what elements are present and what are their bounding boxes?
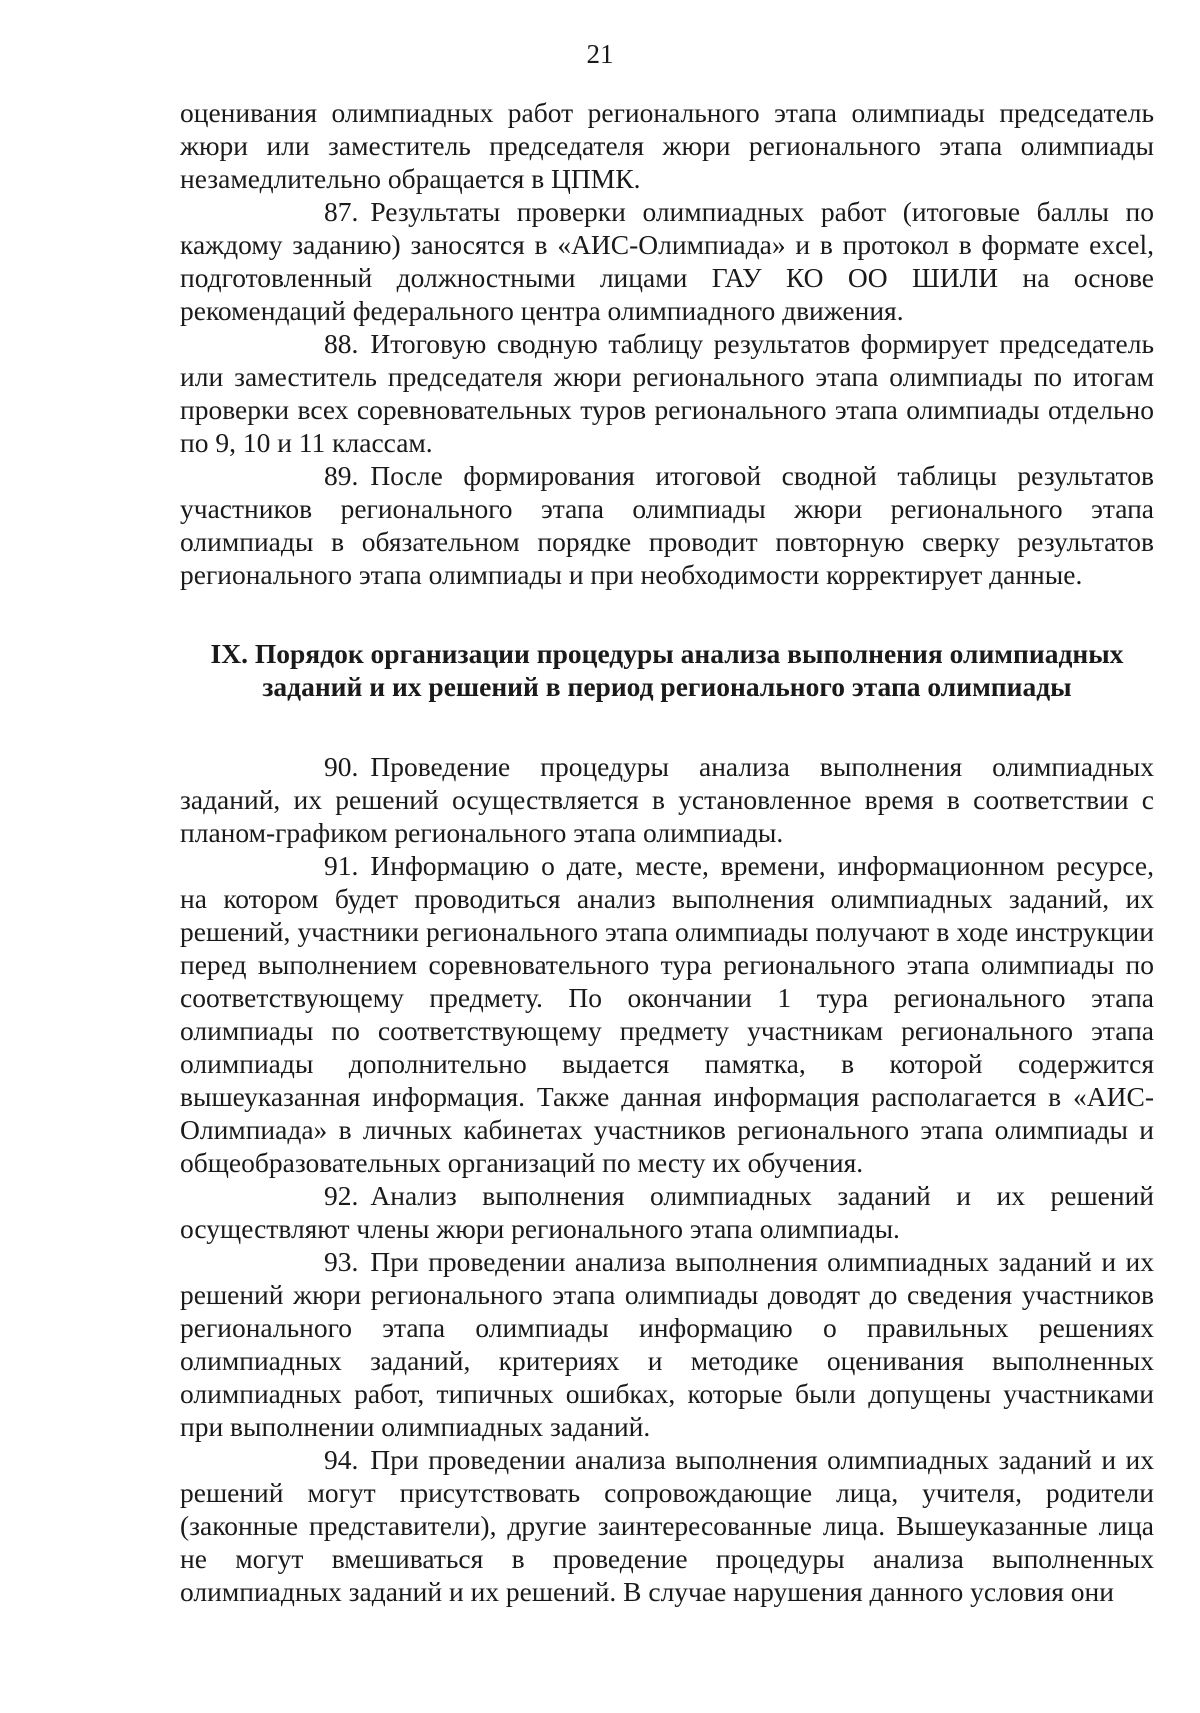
paragraph-89 (180, 459, 1154, 591)
paragraph-continuation (180, 96, 1154, 195)
paragraphs-after-section (180, 750, 1154, 1608)
paragraph-87 (180, 195, 1154, 327)
paragraph-text: Проведение процедуры анализа выполнения олимпиадных заданий, их решений осуществляется в установленное время в соответствии с планом-графиком регионального этапа олимпиады. (180, 751, 1154, 848)
paragraph-text: Итоговую сводную таблицу результатов формирует председатель или заместитель председателя жюри регионального этапа олимпиады по итогам проверки всех соревновательных туров регионального этапа олимпиады отдельно по 9, 10 и 11 классам. (180, 328, 1154, 458)
paragraph-92 (180, 1179, 1154, 1245)
document-body (180, 96, 1154, 1608)
paragraph-text: оценивания олимпиадных работ регионального этапа олимпиады председатель жюри или заместитель председателя жюри регионального этапа олимпиады незамедлительно обращается в ЦПМК. (180, 97, 1154, 194)
paragraph-text: При проведении анализа выполнения олимпиадных заданий и их решений жюри регионального этапа олимпиады доводят до сведения участников регионального этапа олимпиады информацию о правильных решениях олимпиадных заданий, критериях и методике оценивания выполненных олимпиадных работ, типичных ошибках, которые были допущены участниками при выполнении олимпиадных заданий. (180, 1246, 1154, 1442)
paragraph-number: 90. (324, 751, 359, 782)
section-heading-line-2: заданий и их решений в период регионального этапа олимпиады (262, 671, 1072, 702)
paragraph-90 (180, 750, 1154, 849)
paragraph-text: Информацию о дате, месте, времени, информационном ресурсе, на котором будет проводиться анализ выполнения олимпиадных заданий, их решений, участники регионального этапа олимпиады получают в ходе инструкции перед выполнением соревновательного тура регионального этапа олимпиады по соответствующему предмету. По окончании 1 тура регионального этапа олимпиады по соответствующему предмету участникам регионального этапа олимпиады дополнительно выдается памятка, в которой содержится вышеуказанная информация. Также данная информация располагается в «АИС-Олимпиада» в личных кабинетах участников регионального этапа олимпиады и общеобразовательных организаций по месту их обучения. (180, 850, 1154, 1178)
page-number: 21 (586, 39, 614, 69)
paragraph-94 (180, 1443, 1154, 1608)
section-heading (180, 637, 1154, 703)
paragraph-number: 94. (324, 1444, 359, 1475)
section-heading-line-1: IX. Порядок организации процедуры анализа выполнения олимпиадных (210, 638, 1124, 669)
paragraph-number: 92. (324, 1180, 359, 1211)
paragraph-number: 93. (324, 1246, 359, 1277)
paragraph-text: После формирования итоговой сводной таблицы результатов участников регионального этапа олимпиады жюри регионального этапа олимпиады в обязательном порядке проводит повторную сверку результатов регионального этапа олимпиады и при необходимости корректирует данные. (180, 460, 1154, 590)
paragraph-number: 88. (324, 328, 359, 359)
paragraph-number: 91. (324, 850, 359, 881)
paragraph-number: 87. (324, 196, 359, 227)
paragraph-number: 89. (324, 460, 359, 491)
paragraph-88 (180, 327, 1154, 459)
paragraph-text: Результаты проверки олимпиадных работ (итоговые баллы по каждому заданию) заносятся в «АИС-Олимпиада» и в протокол в формате excel, подготовленный должностными лицами ГАУ КО ОО ШИЛИ на основе рекомендаций федерального центра олимпиадного движения. (180, 196, 1154, 326)
paragraphs-before-section (180, 96, 1154, 591)
paragraph-91 (180, 849, 1154, 1179)
paragraph-93 (180, 1245, 1154, 1443)
paragraph-text: Анализ выполнения олимпиадных заданий и их решений осуществляют члены жюри регионального этапа олимпиады. (180, 1180, 1154, 1244)
paragraph-text: При проведении анализа выполнения олимпиадных заданий и их решений могут присутствовать сопровождающие лица, учителя, родители (законные представители), другие заинтересованные лица. Вышеуказанные лица не могут вмешиваться в проведение процедуры анализа выполненных олимпиадных заданий и их решений. В случае нарушения данного условия они (180, 1444, 1154, 1607)
